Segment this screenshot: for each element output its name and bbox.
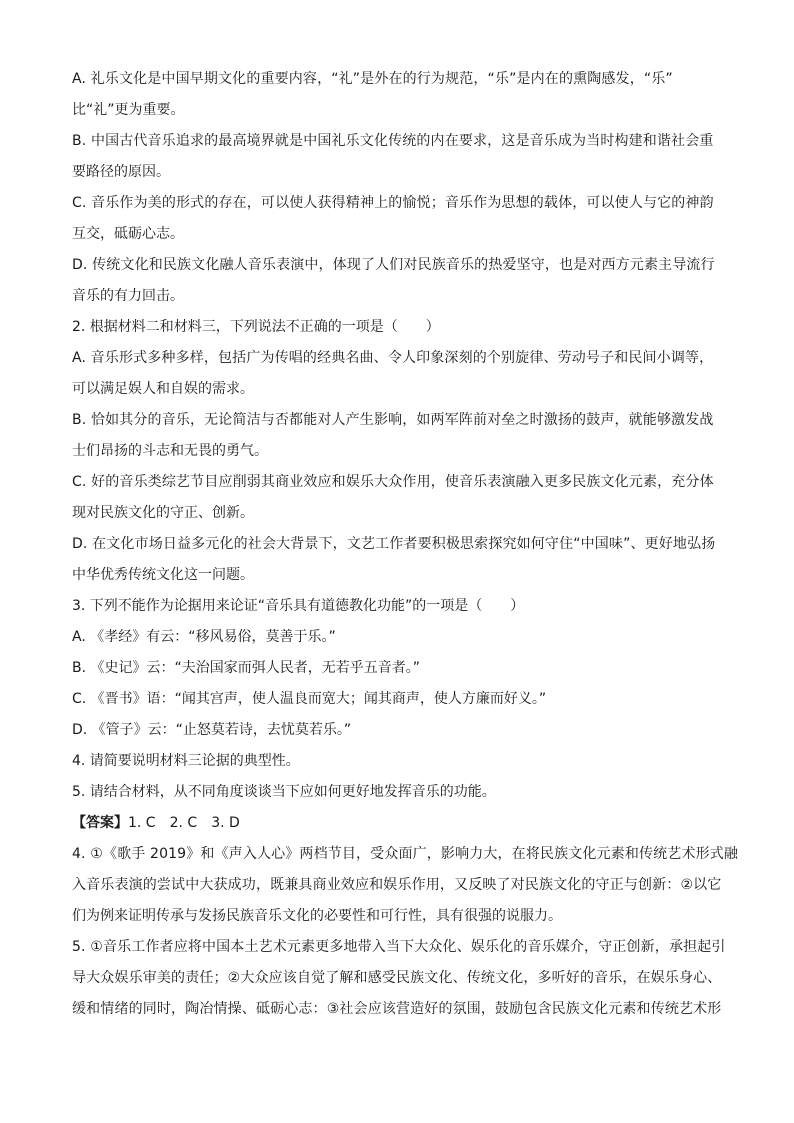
text-line: 4. ①《歌手 2019》和《声入人心》两档节目，受众面广，影响力大，在将民族文化元素和传统艺术形式融 — [72, 846, 739, 862]
answer-key — [72, 808, 722, 839]
answer-1: 1. C — [128, 815, 156, 831]
text-line: A. 礼乐文化是中国早期文化的重要内容，“礼”是外在的行为规范，“乐”是内在的熏陶感发，“乐” — [72, 71, 673, 87]
q3-stem: 3. 下列不能作为论据用来论证“音乐具有道德教化功能”的一项是（ ） — [72, 598, 525, 614]
q2-option-c — [72, 467, 722, 529]
text-line: 5. ①音乐工作者应将中国本土艺术元素更多地带入当下大众化、娱乐化的音乐媒介，守正创新，承担起引 — [72, 939, 726, 955]
answer-4 — [72, 839, 739, 932]
q2-option-a — [72, 343, 722, 405]
text-line: 中华优秀传统文化这一问题。 — [72, 567, 254, 583]
q3-option-c: C. 《晋书》语：“闻其宫声，使人温良而宽大；闻其商声，使人方廉而好义。” — [72, 691, 547, 707]
answer-tag: 【答案】 — [72, 815, 128, 831]
q1-option-d — [72, 250, 722, 312]
q2-option-b — [72, 405, 722, 467]
q1-option-a — [72, 64, 722, 126]
text-line: 士们昂扬的斗志和无畏的勇气。 — [72, 443, 268, 459]
text-line: C. 音乐作为美的形式的存在，可以使人获得精神上的愉悦；音乐作为思想的载体，可以使人与它的神韵 — [72, 195, 714, 211]
q3-option-d: D. 《管子》云：“止怒莫若诗，去忧莫若乐。” — [72, 722, 352, 738]
q3-option-a: A. 《孝经》有云：“移风易俗，莫善于乐。” — [72, 629, 336, 645]
q1-option-b — [72, 126, 722, 188]
answer-5 — [72, 932, 726, 1025]
text-line: C. 好的音乐类综艺节目应削弱其商业效应和娱乐大众作用，使音乐表演融入更多民族文化元素，充分体 — [72, 474, 714, 490]
q2-option-d — [72, 529, 722, 591]
text-line: D. 在文化市场日益多元化的社会大背景下，文艺工作者要积极思索探究如何守住“中国味”、更好地弘扬 — [72, 536, 716, 552]
text-line: A. 音乐形式多种多样，包括广为传唱的经典名曲、令人印象深刻的个别旋律、劳动号子和民间小调等， — [72, 350, 714, 366]
q4-stem: 4. 请简要说明材料三论据的典型性。 — [72, 753, 300, 769]
text-line: D. 传统文化和民族文化融人音乐表演中，体现了人们对民族音乐的热爱坚守，也是对西方元素主导流行 — [72, 257, 715, 273]
text-line: 互交，砥砺心志。 — [72, 226, 184, 242]
q3-option-b: B. 《史记》云：“夫治国家而弭人民者，无若乎五音者。” — [72, 660, 421, 676]
q2-stem: 2. 根据材料二和材料三，下列说法不正确的一项是（ ） — [72, 319, 440, 335]
text-line: 们为例来证明传承与发扬民族音乐文化的必要性和可行性，具有很强的说服力。 — [72, 908, 562, 924]
document-body — [72, 64, 739, 1025]
text-line: 可以满足娱人和自娱的需求。 — [72, 381, 254, 397]
text-line: 比“礼”更为重要。 — [72, 102, 185, 118]
text-line: 入音乐表演的尝试中大获成功，既兼具商业效应和娱乐作用，又反映了对民族文化的守正与创新：②以它 — [72, 877, 722, 893]
text-line: B. 中国古代音乐追求的最高境界就是中国礼乐文化传统的内在要求，这是音乐成为当时构建和谐社会重 — [72, 133, 714, 149]
text-line: 导大众娱乐审美的责任；②大众应该自觉了解和感受民族文化、传统文化，多听好的音乐，在娱乐身心、 — [72, 970, 722, 986]
q1-option-c — [72, 188, 722, 250]
text-line: 音乐的有力回击。 — [72, 288, 184, 304]
text-line: 现对民族文化的守正、创新。 — [72, 505, 254, 521]
text-line: 要路径的原因。 — [72, 164, 170, 180]
text-line: B. 恰如其分的音乐，无论简洁与否都能对人产生影响，如两军阵前对垒之时激扬的鼓声，就能够激发战 — [72, 412, 714, 428]
answer-3: 3. D — [211, 815, 240, 831]
answer-2: 2. C — [169, 815, 198, 831]
q5-stem: 5. 请结合材料，从不同角度谈谈当下应如何更好地发挥音乐的功能。 — [72, 784, 496, 800]
text-line: 缓和情绪的同时，陶冶情操、砥砺心志：③社会应该营造好的氛围，鼓励包含民族文化元素和传统艺术形 — [72, 1001, 722, 1017]
